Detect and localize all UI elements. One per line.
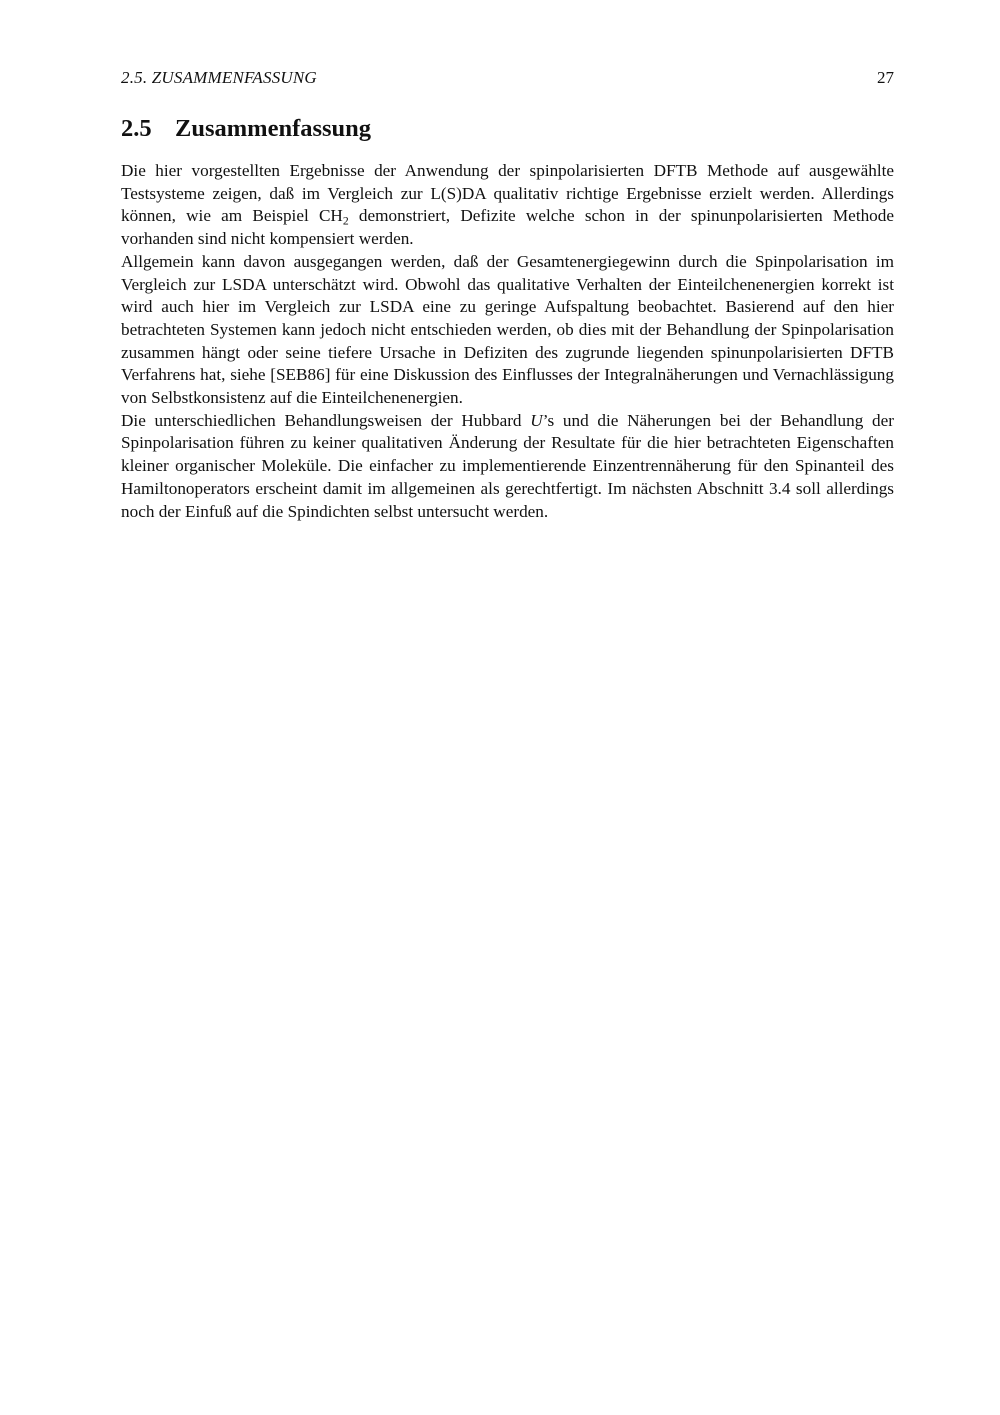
paragraph-1-text-a: Die hier vorgestellten Ergebnisse der Anwendung der spinpolarisierten DFTB Methode auf ausgewählte Testsysteme zeigen, daß im Vergleich zur L(S)DA qualitativ richtige Ergebnisse erzielt werden. Allerdings können, wie am Beispiel CH xyxy=(121,161,894,226)
page-number: 27 xyxy=(877,68,894,87)
section-body xyxy=(121,160,894,523)
paragraph-1 xyxy=(121,160,894,251)
section-number: 2.5 xyxy=(121,115,152,142)
paragraph-2: Allgemein kann davon ausgegangen werden, daß der Gesamtenergiegewinn durch die Spinpolarisation im Vergleich zur LSDA unterschätzt wird. Obwohl das qualitative Verhalten der Einteilchenenergien korrekt ist wird auch hier im Vergleich zur LSDA eine zu geringe Aufspaltung beobachtet. Basierend auf den hier betrachteten Systemen kann jedoch nicht entschieden werden, ob dies mit der Behandlung der Spinpolarisation zusammen hängt oder seine tiefere Ursache in Defiziten des zugrunde liegenden spinunpolarisierten DFTB Verfahrens hat, siehe [SEB86] für eine Diskussion des Einflusses der Integralnäherungen und Vernachlässigung von Selbstkonsistenz auf die Einteilchenenergien. xyxy=(121,251,894,408)
paragraph-1-text-b: demonstriert, Defizite welche schon in der spinunpolarisierten Methode vorhanden sind nicht kompensiert werden. xyxy=(121,206,895,249)
page xyxy=(121,66,894,523)
running-head-title: 2.5. ZUSAMMENFASSUNG xyxy=(121,68,317,87)
hubbard-u-symbol: U xyxy=(530,410,543,430)
section-heading xyxy=(121,113,894,145)
ch2-subscript: 2 xyxy=(342,214,349,228)
running-head xyxy=(121,66,894,90)
paragraph-3-text-a: Die unterschiedlichen Behandlungsweisen der Hubbard xyxy=(121,410,531,430)
paragraph-3-text-b: ’s und die Näherungen bei der Behandlung der Spinpolarisation führen zu keiner qualitativen Änderung der Resultate für die hier betrachteten Eigenschaften kleiner organischer Moleküle. Die einfacher zu implementierende Einzentrennäherung für den Spinanteil des Hamiltonoperators erscheint damit im allgemeinen als gerechtfertigt. Im nächsten Abschnitt 3.4 soll allerdings noch der Einfuß auf die Spindichten selbst untersucht werden. xyxy=(121,410,894,521)
paragraph-3 xyxy=(121,410,894,524)
section-title: Zusammenfassung xyxy=(175,115,372,142)
